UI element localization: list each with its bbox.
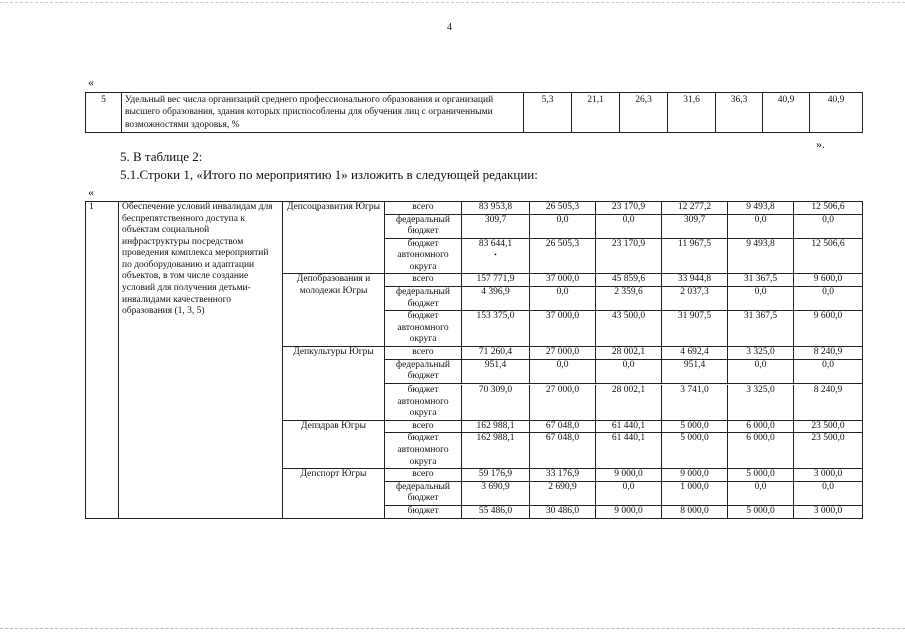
value-cell: 21,1 xyxy=(572,93,620,133)
close-quote: ». xyxy=(816,137,825,151)
value-cell: 0,0 xyxy=(728,287,794,311)
value-cell: 26 505,3 xyxy=(530,238,596,274)
page-number: 4 xyxy=(447,22,452,33)
value-cell: 31 367,5 xyxy=(728,274,794,287)
source-cell: бюджет автономного округа xyxy=(385,238,462,274)
value-cell: 28 002,1 xyxy=(596,385,662,420)
value-cell: 0,0 xyxy=(794,214,863,238)
value-cell: 0,0 xyxy=(596,214,662,238)
source-cell: бюджет автономного округа xyxy=(385,433,462,469)
value-cell: 33 176,9 xyxy=(530,469,596,482)
scan-edge-top xyxy=(0,2,905,3)
value-cell: 0,0 xyxy=(728,481,794,505)
value-cell: 71 260,4 xyxy=(462,346,530,359)
value-cell: 9 493,8 xyxy=(728,202,794,215)
value-cell: 8 240,9 xyxy=(794,385,863,420)
value-cell: 27 000,0 xyxy=(530,385,596,420)
source-cell: федеральный бюджет xyxy=(385,214,462,238)
source-cell: всего xyxy=(385,346,462,359)
value-cell: 162 988,1 xyxy=(462,433,530,469)
source-cell: всего xyxy=(385,420,462,433)
value-cell: 0,0 xyxy=(530,287,596,311)
value-cell: 67 048,0 xyxy=(530,420,596,433)
value-cell: 26 505,3 xyxy=(530,202,596,215)
value-cell: 83 644,1 • xyxy=(462,238,530,274)
value-cell: 0,0 xyxy=(794,359,863,383)
value-cell: 4 396,9 xyxy=(462,287,530,311)
value-cell: 33 944,8 xyxy=(662,274,728,287)
value-cell: 12 506,6 xyxy=(794,202,863,215)
source-cell: всего xyxy=(385,202,462,215)
value-cell: 61 440,1 xyxy=(596,433,662,469)
source-cell: бюджет автономного округа xyxy=(385,385,462,420)
value-cell: 2 037,3 xyxy=(662,287,728,311)
value-cell: 9 600,0 xyxy=(794,311,863,347)
value-cell: 8 000,0 xyxy=(662,505,728,518)
value-cell: 31,6 xyxy=(668,93,716,133)
value-cell: 8 240,9 xyxy=(794,346,863,359)
value-cell: 5 000,0 xyxy=(662,420,728,433)
value-cell: 3 690,9 xyxy=(462,481,530,505)
value-cell: 23 170,9 xyxy=(596,202,662,215)
value-cell: 70 309,0 xyxy=(462,385,530,420)
value-cell: 6 000,0 xyxy=(728,433,794,469)
value-cell: 0,0 xyxy=(596,481,662,505)
value-cell: 0,0 xyxy=(794,287,863,311)
value-cell: 45 859,6 xyxy=(596,274,662,287)
value-cell: 37 000,0 xyxy=(530,274,596,287)
value-cell: 2 690,9 xyxy=(530,481,596,505)
value-cell: 309,7 xyxy=(662,214,728,238)
value-cell: 4 692,4 xyxy=(662,346,728,359)
value-cell: 5 000,0 xyxy=(662,433,728,469)
section-heading: 5. В таблице 2: xyxy=(120,149,203,164)
value-cell: 37 000,0 xyxy=(530,311,596,347)
table-row xyxy=(86,93,863,133)
value-cell: 0,0 xyxy=(728,214,794,238)
row-number-empty xyxy=(86,385,119,518)
value-cell: 5,3 xyxy=(524,93,572,133)
row-number: 5 xyxy=(86,93,122,133)
value-cell: 40,9 xyxy=(810,93,863,133)
value-cell: 61 440,1 xyxy=(596,420,662,433)
value-cell: 43 500,0 xyxy=(596,311,662,347)
source-cell: бюджет xyxy=(385,505,462,518)
value-cell: 0,0 xyxy=(530,359,596,383)
event-name-empty xyxy=(119,385,283,518)
open-quote-2: « xyxy=(88,185,94,199)
value-cell: 3 000,0 xyxy=(794,469,863,482)
value-cell: 36,3 xyxy=(716,93,763,133)
value-cell: 309,7 xyxy=(462,214,530,238)
value-cell: 0,0 xyxy=(728,359,794,383)
scan-edge-bottom xyxy=(0,628,905,629)
value-cell: 5 000,0 xyxy=(728,469,794,482)
value-cell: 153 375,0 xyxy=(462,311,530,347)
table-row xyxy=(86,385,863,420)
event-name: Обеспечение условий инвалидам для беспрепятственного доступа к объектам социальной инфраструктуры посредством проведения комплекса мероприятий по дооборудованию и адаптации объектов, в том числе создание условий для получения детьми-инвалидами качественного образования (1, 3, 5) xyxy=(119,202,283,386)
value-cell: 3 325,0 xyxy=(728,346,794,359)
funding-table xyxy=(85,201,863,519)
source-cell: всего xyxy=(385,274,462,287)
value-cell: 12 277,2 xyxy=(662,202,728,215)
indicator-text: Удельный вес числа организаций среднего профессионального образования и организаций высшего образования, здания которых приспособлены для обучения лиц с ограниченными возможностями здоровья, % xyxy=(122,93,524,133)
value-cell: 40,9 xyxy=(763,93,810,133)
value-cell: 951,4 xyxy=(462,359,530,383)
value-cell: 83 953,8 xyxy=(462,202,530,215)
executor-cell: Депобразования и молодежи Югры xyxy=(283,274,385,346)
value-cell: 12 506,6 xyxy=(794,238,863,274)
source-cell: всего xyxy=(385,469,462,482)
value-cell: 1 000,0 xyxy=(662,481,728,505)
value-cell: 0,0 xyxy=(596,359,662,383)
value-cell: 157 771,9 xyxy=(462,274,530,287)
value-cell: 67 048,0 xyxy=(530,433,596,469)
value-cell: 23 500,0 xyxy=(794,433,863,469)
value-cell: 6 000,0 xyxy=(728,420,794,433)
value-cell: 9 000,0 xyxy=(596,505,662,518)
source-cell: бюджет автономного округа xyxy=(385,311,462,347)
value-cell: 9 000,0 xyxy=(662,469,728,482)
value-cell: 3 325,0 xyxy=(728,385,794,420)
indicator-table xyxy=(85,92,863,133)
dot-mark: • xyxy=(494,251,497,260)
table-row xyxy=(86,202,863,215)
source-cell: федеральный бюджет xyxy=(385,287,462,311)
executor-cell: Депспорт Югры xyxy=(283,469,385,518)
value-cell: 162 988,1 xyxy=(462,420,530,433)
value-cell: 5 000,0 xyxy=(728,505,794,518)
value-cell: 3 741,0 xyxy=(662,385,728,420)
executor-empty xyxy=(283,385,385,420)
open-quote-1: « xyxy=(88,75,94,89)
source-cell: федеральный бюджет xyxy=(385,481,462,505)
source-cell: федеральный бюджет xyxy=(385,359,462,383)
value-cell: 2 359,6 xyxy=(596,287,662,311)
executor-cell: Депсоцразвития Югры xyxy=(283,202,385,274)
value-cell: 27 000,0 xyxy=(530,346,596,359)
value-cell: 23 170,9 xyxy=(596,238,662,274)
value-cell: 9 493,8 xyxy=(728,238,794,274)
value-cell: 31 907,5 xyxy=(662,311,728,347)
value-cell: 28 002,1 xyxy=(596,346,662,359)
value-cell: 26,3 xyxy=(620,93,668,133)
value-cell: 9 600,0 xyxy=(794,274,863,287)
value-cell: 59 176,9 xyxy=(462,469,530,482)
value-cell: 55 486,0 xyxy=(462,505,530,518)
value-cell: 0,0 xyxy=(530,214,596,238)
value-cell: 23 500,0 xyxy=(794,420,863,433)
value-cell: 31 367,5 xyxy=(728,311,794,347)
value-cell: 3 000,0 xyxy=(794,505,863,518)
value-cell: 9 000,0 xyxy=(596,469,662,482)
row-number: 1 xyxy=(86,202,119,386)
value-cell: 951,4 xyxy=(662,359,728,383)
value-cell: 0,0 xyxy=(794,481,863,505)
value-cell: 11 967,5 xyxy=(662,238,728,274)
value-cell: 30 486,0 xyxy=(530,505,596,518)
executor-cell: Депкультуры Югры xyxy=(283,346,385,383)
executor-cell: Депздрав Югры xyxy=(283,420,385,468)
subsection-heading: 5.1.Строки 1, «Итого по мероприятию 1» изложить в следующей редакции: xyxy=(120,167,538,182)
